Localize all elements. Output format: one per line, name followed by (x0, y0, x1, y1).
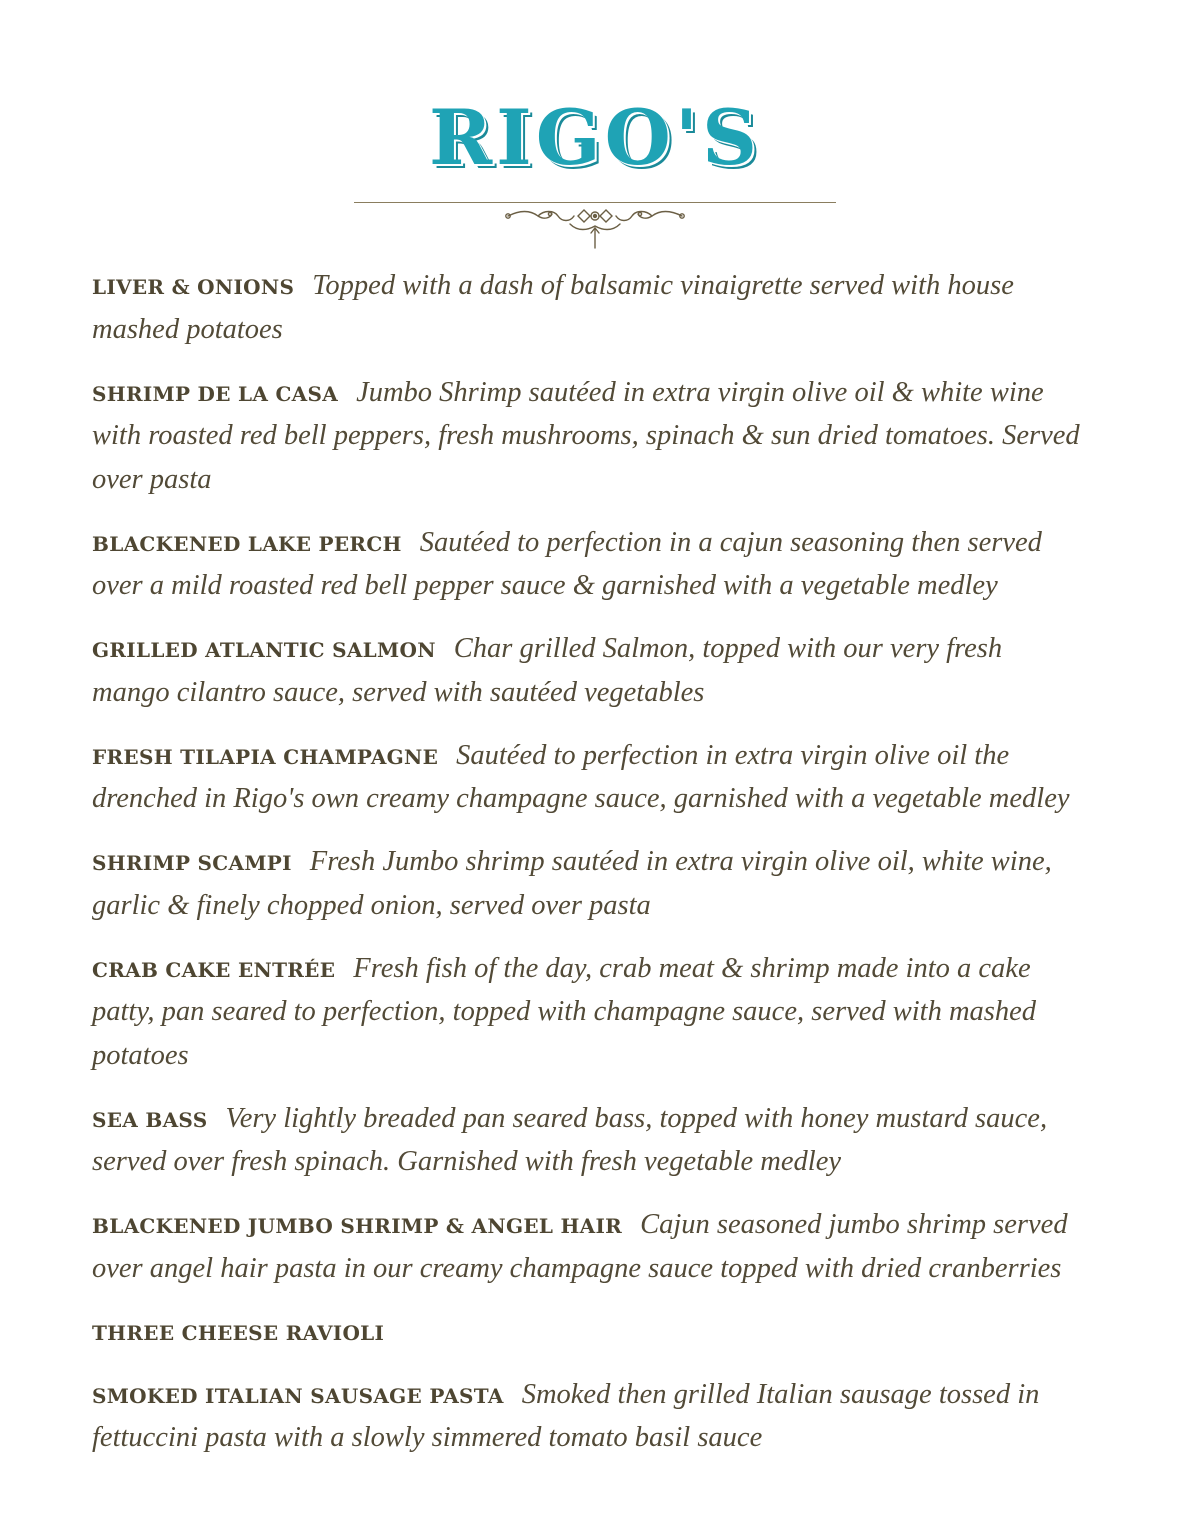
menu-item-smoked-italian-sausage-pasta (92, 1375, 1082, 1462)
dish-description: Char grilled Salmon, topped with our very fresh mango cilantro sauce, served with sautéed vegetables (92, 633, 1003, 708)
menu-item-grilled-atlantic-salmon (92, 629, 1082, 716)
dish-description: Fresh fish of the day, crab meat & shrimp made into a cake patty, pan seared to perfection, topped with champagne sauce, served with mashed potatoes (92, 952, 1037, 1071)
dish-name: CRAB CAKE ENTRÉE (92, 957, 336, 982)
dish-name: GRILLED ATLANTIC SALMON (92, 638, 436, 662)
dish-description: Cajun seasoned jumbo shrimp served over angel hair pasta in our creamy champagne sauce topped with dried cranberries (92, 1209, 1068, 1284)
dish-name: SMOKED ITALIAN SAUSAGE PASTA (92, 1383, 504, 1408)
dish-description: Smoked then grilled Italian sausage tossed in fettuccini pasta with a slowly simmered tomato basil sauce (92, 1378, 1040, 1453)
menu-item-sea-bass (92, 1099, 1082, 1186)
dish-description: Very lightly breaded pan seared bass, topped with honey mustard sauce, served over fresh spinach. Garnished with fresh vegetable medley (92, 1102, 1048, 1177)
restaurant-logo-title: RIGO'S (429, 93, 761, 182)
dish-name: SHRIMP SCAMPI (92, 851, 292, 875)
dish-name: SHRIMP DE LA CASA (92, 381, 339, 406)
dish-description: Fresh Jumbo shrimp sautéed in extra virgin olive oil, white wine, garlic & finely chopped onion, served over pasta (92, 846, 1052, 921)
dish-description: Sautéed to perfection in a cajun seasoning then served over a mild roasted red bell pepper sauce & garnished with a vegetable medley (92, 526, 1042, 601)
dish-name: THREE CHEESE RAVIOLI (92, 1320, 385, 1345)
header (0, 93, 1190, 182)
menu-item-crab-cake-entree (92, 949, 1082, 1080)
title-divider-line (354, 202, 836, 203)
menu-item-fresh-tilapia-champagne (92, 736, 1082, 823)
menu-item-blackened-jumbo-shrimp-angel-hair (92, 1205, 1082, 1292)
menu-item-liver-onions (92, 266, 1082, 353)
dish-description: Topped with a dash of balsamic vinaigrette served with house mashed potatoes (92, 270, 1014, 345)
dish-name: SEA BASS (92, 1107, 208, 1132)
dish-name: BLACKENED LAKE PERCH (92, 531, 402, 556)
dish-name: BLACKENED JUMBO SHRIMP & ANGEL HAIR (92, 1214, 623, 1238)
menu-item-shrimp-de-la-casa (92, 373, 1082, 504)
dish-description: Jumbo Shrimp sautéed in extra virgin olive oil & white wine with roasted red bell peppers, fresh mushrooms, spinach & sun dried tomatoes. Served over pasta (92, 376, 1080, 495)
dish-description: Sautéed to perfection in extra virgin olive oil the drenched in Rigo's own creamy champagne sauce, garnished with a vegetable medley (92, 739, 1070, 814)
menu-item-blackened-lake-perch (92, 523, 1082, 610)
menu-list (92, 266, 1082, 1481)
flourish-divider-icon (500, 206, 690, 252)
menu-item-shrimp-scampi (92, 842, 1082, 929)
dish-name: LIVER & ONIONS (92, 275, 295, 299)
menu-item-three-cheese-ravioli (92, 1312, 1082, 1356)
dish-name: FRESH TILAPIA CHAMPAGNE (92, 744, 439, 769)
